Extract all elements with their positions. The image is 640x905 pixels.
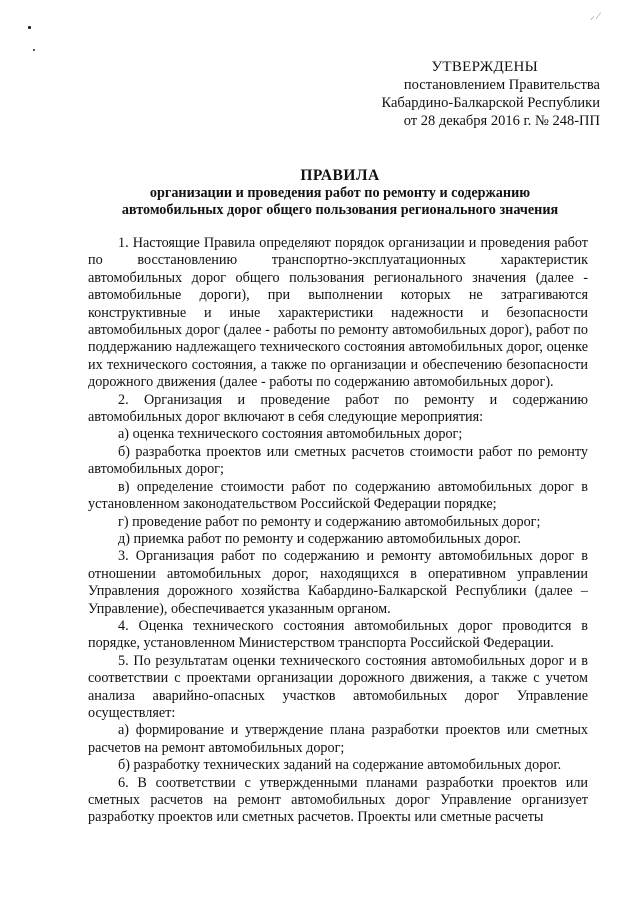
paragraph: 4. Оценка технического состояния автомобильных дорог проводится в порядке, установленном Министерством транспорта Российской Федерации. [88, 617, 588, 652]
paragraph: в) определение стоимости работ по содержанию автомобильных дорог в установленном законодательством Российской Федерации порядке; [88, 478, 588, 513]
paragraph: б) разработку технических заданий на содержание автомобильных дорог. [118, 757, 562, 774]
paragraph: д) приемка работ по ремонту и содержанию автомобильных дорог. [118, 530, 521, 547]
paragraph: а) оценка технического состояния автомобильных дорог; [118, 426, 463, 443]
document-body [88, 235, 588, 827]
approval-line: Кабардино-Балкарской Республики [381, 95, 600, 111]
paragraph: г) проведение работ по ремонту и содержанию автомобильных дорог; [118, 513, 541, 530]
scan-mark [28, 26, 31, 29]
paragraph: 6. В соответствии с утвержденными планами разработки проектов или сметных расчетов на ремонт автомобильных дорог Управление организует разработку проектов или сметных расчетов. Проекты или сметные расчеты [88, 774, 588, 826]
scan-artifact: ⸝ ∕ [590, 11, 600, 22]
approval-line: от 28 декабря 2016 г. № 248-ПП [403, 113, 600, 129]
document-title [80, 166, 600, 219]
title-main: ПРАВИЛА [300, 167, 380, 184]
paragraph: а) формирование и утверждение плана разработки проектов или сметных расчетов на ремонт автомобильных дорог; [88, 722, 588, 756]
paragraph: б) разработка проектов или сметных расчетов стоимости работ по ремонту автомобильных дорог; [88, 443, 588, 478]
paragraph: 2. Организация и проведение работ по ремонту и содержанию автомобильных дорог включают в себя следующие мероприятия: [88, 391, 588, 426]
title-subtitle: автомобильных дорог общего пользования регионального значения [121, 202, 559, 218]
approval-heading: УТВЕРЖДЕНЫ [431, 59, 538, 75]
approval-stamp [360, 58, 600, 130]
paragraph: 3. Организация работ по содержанию и ремонту автомобильных дорог в отношении автомобильных дорог, находящихся в оперативном управлении Управления дорожного хозяйства Кабардино-Балкарской Республики (далее – Управление), обеспечивается указанным органом. [88, 548, 588, 617]
title-subtitle: организации и проведения работ по ремонту и содержанию [149, 185, 531, 201]
paragraph: 1. Настоящие Правила определяют порядок организации и проведения работ по восстановлению транспортно-эксплуатационных характеристик автомобильных дорог общего пользования регионального значения (далее - автомобильные дороги), при выполнении которых не затрагиваются конструктивные и иные характеристики надежности и безопасности автомобильных дорог (далее - работы по ремонту автомобильных дорог), работ по поддержанию надлежащего технического состояния автомобильных дорог, оценке их технического состояния, а также по организации и обеспечению безопасности дорожного движения (далее - работы по содержанию автомобильных дорог). [88, 235, 588, 391]
paragraph: 5. По результатам оценки технического состояния автомобильных дорог и в соответствии с проектами организации дорожного движения, а также с учетом анализа аварийно-опасных участков автомобильных дорог Управление осуществляет: [88, 652, 588, 721]
approval-line: постановлением Правительства [403, 77, 600, 93]
scan-mark [33, 49, 35, 51]
